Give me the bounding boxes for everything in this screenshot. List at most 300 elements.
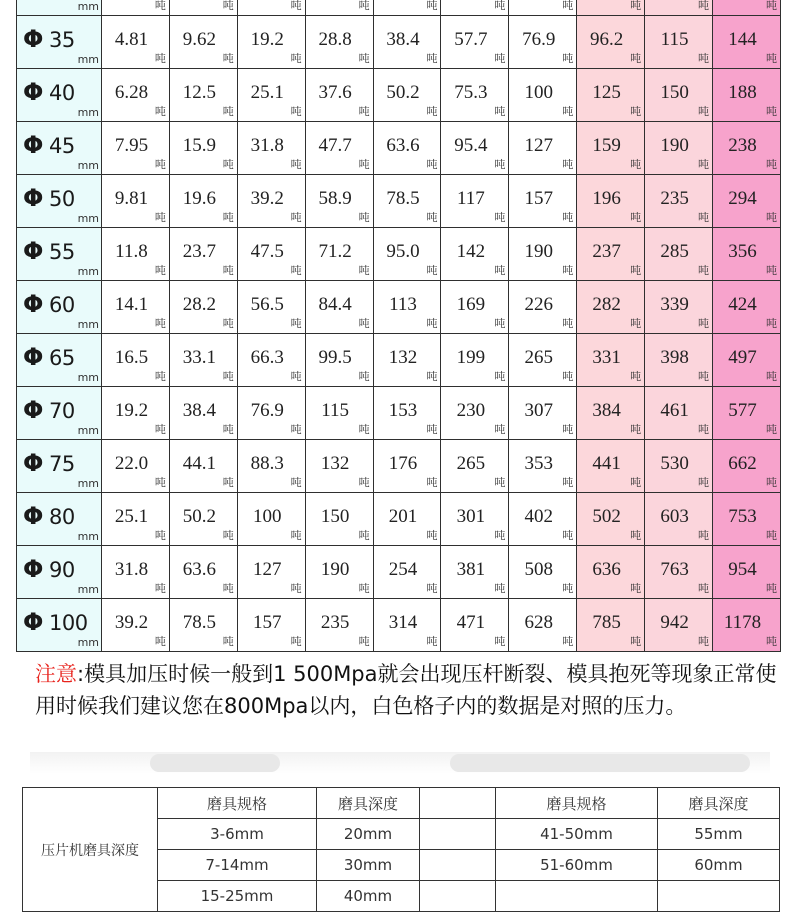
load-value-cell — [373, 334, 441, 387]
value-unit: 吨 — [358, 264, 370, 277]
load-value-cell — [441, 546, 509, 599]
value-unit: 吨 — [562, 423, 574, 436]
load-value: 38.4 — [182, 400, 216, 421]
load-value: 356 — [728, 241, 757, 262]
load-value: 16.5 — [114, 347, 149, 368]
load-value-cell — [102, 440, 170, 493]
load-value-cell — [645, 493, 713, 546]
load-value: 66.3 — [250, 347, 284, 368]
value-unit: 吨 — [630, 370, 642, 383]
value-unit: 吨 — [426, 317, 438, 330]
value-unit: 吨 — [630, 476, 642, 489]
load-value: 662 — [728, 453, 757, 474]
value-unit: 吨 — [358, 529, 370, 542]
value-unit: 吨 — [494, 423, 506, 436]
value-unit: 吨 — [766, 264, 777, 277]
load-value-cell — [645, 387, 713, 440]
load-value: 196 — [592, 188, 621, 209]
depth-cell — [420, 881, 496, 912]
load-value: 7.95 — [114, 135, 149, 156]
value-unit: 吨 — [154, 529, 166, 542]
value-unit: 吨 — [630, 264, 642, 277]
value-unit: 吨 — [358, 0, 370, 12]
load-value: 50.2 — [182, 506, 216, 527]
size-unit: mm — [77, 424, 99, 437]
load-value: 144 — [728, 29, 757, 50]
load-value-cell — [237, 599, 305, 652]
load-value-cell — [169, 122, 237, 175]
load-value: 169 — [456, 294, 486, 315]
value-unit: 吨 — [698, 370, 710, 383]
load-value-cell — [102, 281, 170, 334]
value-unit: 吨 — [698, 264, 710, 277]
value-unit: 吨 — [290, 370, 302, 383]
load-value: 381 — [456, 559, 486, 580]
value-unit: 吨 — [562, 264, 574, 277]
value-unit: 吨 — [562, 476, 574, 489]
value-unit: 吨 — [222, 423, 234, 436]
value-unit: 吨 — [630, 582, 642, 595]
value-unit: 吨 — [290, 529, 302, 542]
load-value-cell — [713, 440, 781, 493]
load-value-cell — [373, 387, 441, 440]
value-unit: 吨 — [630, 105, 642, 118]
load-value-cell — [713, 175, 781, 228]
depth-header: 磨具规格 — [496, 788, 658, 819]
value-unit: 吨 — [698, 158, 710, 171]
load-value-cell — [577, 281, 645, 334]
value-unit: 吨 — [766, 582, 777, 595]
load-value-cell — [169, 16, 237, 69]
value-unit: 吨 — [494, 635, 506, 648]
load-value-cell — [645, 175, 713, 228]
load-value-cell — [441, 493, 509, 546]
load-value-cell — [645, 228, 713, 281]
value-unit: 吨 — [154, 635, 166, 648]
load-value: 39.2 — [114, 612, 149, 633]
load-value: 942 — [660, 612, 689, 633]
value-unit: 吨 — [562, 158, 574, 171]
load-value: 19.2 — [250, 29, 284, 50]
decorative-blob — [150, 754, 280, 772]
load-row — [17, 122, 781, 175]
load-value-cell — [509, 387, 577, 440]
size-value: 100 — [49, 611, 88, 635]
load-value: 115 — [660, 29, 689, 50]
load-value: 238 — [728, 135, 757, 156]
value-unit: 吨 — [630, 423, 642, 436]
load-value: 58.9 — [318, 188, 352, 209]
value-unit: 吨 — [290, 317, 302, 330]
load-value: 314 — [388, 612, 418, 633]
load-value-cell — [237, 228, 305, 281]
depth-cell — [658, 881, 780, 912]
load-value: 190 — [320, 559, 350, 580]
load-value-cell — [102, 546, 170, 599]
value-unit: 吨 — [154, 105, 166, 118]
load-row — [17, 599, 781, 652]
value-unit: 吨 — [494, 582, 506, 595]
depth-cell: 55mm — [658, 819, 780, 850]
load-row — [17, 281, 781, 334]
load-value: 763 — [660, 559, 689, 580]
load-value: 190 — [660, 135, 689, 156]
load-value-cell — [373, 546, 441, 599]
load-value-cell — [713, 599, 781, 652]
load-value: 71.2 — [318, 241, 352, 262]
load-value: 954 — [728, 559, 757, 580]
load-value: 23.7 — [182, 241, 216, 262]
value-unit: 吨 — [766, 158, 777, 171]
load-value: 461 — [660, 400, 689, 421]
load-value: 282 — [592, 294, 621, 315]
value-unit: 吨 — [290, 635, 302, 648]
load-value-cell — [713, 281, 781, 334]
depth-header — [420, 788, 496, 819]
value-unit: 吨 — [426, 423, 438, 436]
diameter-symbol: Φ — [23, 449, 44, 477]
depth-header: 磨具深度 — [658, 788, 780, 819]
load-row — [17, 493, 781, 546]
load-value: 14.1 — [114, 294, 149, 315]
load-value-cell — [713, 228, 781, 281]
size-cell — [17, 599, 102, 652]
size-unit: mm — [77, 583, 99, 596]
load-value: 39.2 — [250, 188, 284, 209]
load-value-cell — [577, 387, 645, 440]
value-unit: 吨 — [698, 211, 710, 224]
load-value-cell — [509, 69, 577, 122]
value-unit: 吨 — [426, 211, 438, 224]
value-unit: 吨 — [426, 476, 438, 489]
value-unit: 吨 — [154, 264, 166, 277]
value-unit: 吨 — [562, 635, 574, 648]
load-value: 142 — [456, 241, 486, 262]
value-unit: 吨 — [222, 317, 234, 330]
load-value-cell — [441, 228, 509, 281]
load-value: 78.5 — [386, 188, 420, 209]
size-unit: mm — [77, 53, 99, 66]
value-unit: 吨 — [494, 476, 506, 489]
load-value-cell — [169, 228, 237, 281]
load-value-cell — [577, 493, 645, 546]
load-value-cell — [577, 228, 645, 281]
load-value: 285 — [660, 241, 689, 262]
load-value: 96.2 — [590, 29, 624, 50]
size-value: 60 — [49, 293, 75, 317]
value-unit: 吨 — [766, 370, 777, 383]
value-unit: 吨 — [290, 423, 302, 436]
value-unit: 吨 — [426, 529, 438, 542]
load-value-cell — [509, 228, 577, 281]
load-value: 84.4 — [318, 294, 352, 315]
load-value: 28.2 — [182, 294, 216, 315]
load-value-cell — [713, 493, 781, 546]
size-value: 45 — [49, 134, 75, 158]
load-value-cell — [373, 281, 441, 334]
load-value: 6.28 — [114, 82, 149, 103]
value-unit: 吨 — [290, 0, 302, 12]
value-unit: 吨 — [766, 635, 777, 648]
load-value-cell — [305, 387, 373, 440]
value-unit: 吨 — [562, 52, 574, 65]
load-value-cell — [305, 122, 373, 175]
load-value: 37.6 — [318, 82, 352, 103]
size-unit: mm — [77, 530, 99, 543]
load-row — [17, 387, 781, 440]
load-value: 628 — [524, 612, 554, 633]
size-unit: mm — [77, 212, 99, 225]
value-unit: 吨 — [290, 158, 302, 171]
size-value: 55 — [49, 240, 75, 264]
load-value-cell — [237, 175, 305, 228]
load-value-cell — [441, 334, 509, 387]
load-value-cell — [577, 440, 645, 493]
load-value: 398 — [660, 347, 689, 368]
depth-cell: 30mm — [317, 850, 420, 881]
value-unit: 吨 — [426, 158, 438, 171]
load-value: 159 — [592, 135, 621, 156]
value-unit: 吨 — [154, 317, 166, 330]
load-value: 31.8 — [114, 559, 149, 580]
load-value: 508 — [524, 559, 554, 580]
load-value-cell — [645, 69, 713, 122]
load-value-cell — [305, 599, 373, 652]
load-value-cell — [102, 493, 170, 546]
load-value: 150 — [320, 506, 350, 527]
load-value-cell — [509, 493, 577, 546]
size-unit: mm — [77, 265, 99, 278]
load-value: 28.8 — [318, 29, 352, 50]
load-value: 4.81 — [114, 29, 149, 50]
load-value: 38.4 — [386, 29, 420, 50]
load-value: 115 — [321, 400, 350, 421]
value-unit: 吨 — [494, 52, 506, 65]
load-value: 1178 — [723, 612, 762, 633]
depth-cell: 60mm — [658, 850, 780, 881]
load-value-cell — [237, 122, 305, 175]
value-unit: 吨 — [766, 317, 777, 330]
load-value: 19.2 — [114, 400, 149, 421]
load-value-cell — [509, 16, 577, 69]
load-value-cell — [509, 440, 577, 493]
load-value: 201 — [388, 506, 418, 527]
load-value-cell — [577, 69, 645, 122]
depth-cell — [420, 819, 496, 850]
value-unit: 吨 — [222, 635, 234, 648]
value-unit: 吨 — [630, 158, 642, 171]
size-cell — [17, 16, 102, 69]
load-value-cell — [441, 387, 509, 440]
load-value-cell — [237, 334, 305, 387]
value-unit: 吨 — [426, 635, 438, 648]
value-unit: 吨 — [154, 211, 166, 224]
value-unit: 吨 — [290, 52, 302, 65]
load-value: 57.7 — [454, 29, 488, 50]
load-value-cell — [305, 334, 373, 387]
value-unit: 吨 — [766, 52, 777, 65]
value-unit: 吨 — [766, 476, 777, 489]
load-value-cell — [305, 493, 373, 546]
value-unit: 吨 — [222, 211, 234, 224]
value-unit: 吨 — [494, 105, 506, 118]
value-unit: 吨 — [766, 0, 777, 12]
load-value: 127 — [524, 135, 554, 156]
diameter-symbol: Φ — [23, 131, 44, 159]
value-unit: 吨 — [630, 317, 642, 330]
value-unit: 吨 — [426, 0, 438, 12]
size-value: 80 — [49, 505, 75, 529]
load-value: 230 — [456, 400, 486, 421]
load-value-cell — [102, 334, 170, 387]
size-value: 50 — [49, 187, 75, 211]
load-value-cell — [645, 599, 713, 652]
value-unit: 吨 — [290, 582, 302, 595]
value-unit: 吨 — [154, 423, 166, 436]
load-value-cell — [713, 16, 781, 69]
load-value: 471 — [456, 612, 486, 633]
load-value-cell — [237, 387, 305, 440]
load-value-cell — [441, 281, 509, 334]
depth-header: 磨具深度 — [317, 788, 420, 819]
load-value: 577 — [728, 400, 757, 421]
load-value: 424 — [728, 294, 757, 315]
load-row — [17, 16, 781, 69]
load-value-cell — [169, 546, 237, 599]
load-value-cell — [645, 16, 713, 69]
load-value-cell — [169, 69, 237, 122]
load-value-cell — [713, 122, 781, 175]
size-cell — [17, 175, 102, 228]
load-value: 95.4 — [454, 135, 488, 156]
value-unit: 吨 — [630, 635, 642, 648]
value-unit: 吨 — [766, 423, 777, 436]
load-value: 11.8 — [115, 241, 148, 262]
value-unit: 吨 — [494, 264, 506, 277]
load-value-cell — [237, 16, 305, 69]
load-value-cell — [509, 122, 577, 175]
size-cell — [17, 334, 102, 387]
value-unit: 吨 — [358, 211, 370, 224]
value-unit: 吨 — [154, 158, 166, 171]
load-value-cell — [373, 493, 441, 546]
value-unit: 吨 — [222, 370, 234, 383]
load-value-cell — [441, 69, 509, 122]
load-value-cell — [713, 387, 781, 440]
value-unit: 吨 — [698, 423, 710, 436]
load-value: 331 — [592, 347, 621, 368]
value-unit: 吨 — [290, 264, 302, 277]
depth-cell: 20mm — [317, 819, 420, 850]
value-unit: 吨 — [222, 0, 234, 12]
value-unit: 吨 — [494, 158, 506, 171]
load-value-cell — [373, 122, 441, 175]
load-value: 150 — [660, 82, 689, 103]
load-value: 636 — [592, 559, 621, 580]
load-value: 22.0 — [114, 453, 149, 474]
value-unit: 吨 — [766, 211, 777, 224]
diameter-symbol: Φ — [23, 396, 44, 424]
value-unit: 吨 — [426, 582, 438, 595]
load-value-cell — [305, 228, 373, 281]
size-value: 70 — [49, 399, 75, 423]
load-value: 603 — [660, 506, 689, 527]
load-value: 265 — [524, 347, 554, 368]
value-unit: 吨 — [630, 52, 642, 65]
size-value: 40 — [49, 81, 75, 105]
load-value-cell — [305, 16, 373, 69]
load-value-cell — [509, 175, 577, 228]
load-value-cell — [577, 175, 645, 228]
depth-row-label: 压片机磨具深度 — [23, 788, 158, 912]
load-value: 157 — [252, 612, 282, 633]
load-value: 153 — [388, 400, 418, 421]
load-value-cell — [237, 546, 305, 599]
value-unit: 吨 — [154, 0, 166, 12]
load-row-partial — [17, 0, 781, 16]
value-unit: 吨 — [494, 0, 506, 12]
decorative-fade-band — [30, 752, 770, 774]
value-unit: 吨 — [494, 529, 506, 542]
load-value: 117 — [457, 188, 485, 209]
value-unit: 吨 — [630, 0, 642, 12]
value-unit: 吨 — [562, 317, 574, 330]
load-value-cell — [577, 546, 645, 599]
size-value: 65 — [49, 346, 75, 370]
load-value: 95.0 — [386, 241, 420, 262]
value-unit: 吨 — [222, 158, 234, 171]
diameter-symbol: Φ — [23, 184, 44, 212]
load-value-cell — [577, 122, 645, 175]
load-value: 497 — [728, 347, 757, 368]
size-value: 90 — [49, 558, 75, 582]
note-label: 注意 — [35, 662, 77, 686]
load-value-cell — [645, 281, 713, 334]
load-value-cell — [169, 493, 237, 546]
load-value: 76.9 — [250, 400, 284, 421]
depth-cell: 15-25mm — [158, 881, 317, 912]
value-unit: 吨 — [358, 317, 370, 330]
load-value-cell — [102, 228, 170, 281]
depth-cell — [420, 850, 496, 881]
size-unit: mm — [77, 0, 99, 13]
load-value-cell — [102, 122, 170, 175]
value-unit: 吨 — [154, 52, 166, 65]
load-value: 31.8 — [250, 135, 284, 156]
load-value: 441 — [592, 453, 621, 474]
size-cell — [17, 122, 102, 175]
load-value-cell — [713, 69, 781, 122]
load-value-cell — [441, 175, 509, 228]
load-value-cell — [509, 334, 577, 387]
value-unit: 吨 — [698, 476, 710, 489]
load-value-cell — [305, 546, 373, 599]
load-value: 127 — [252, 559, 282, 580]
size-unit: mm — [77, 371, 99, 384]
load-row — [17, 546, 781, 599]
load-value: 63.6 — [182, 559, 216, 580]
depth-cell: 3-6mm — [158, 819, 317, 850]
load-value-cell — [169, 175, 237, 228]
load-value-cell — [373, 16, 441, 69]
value-unit: 吨 — [222, 529, 234, 542]
value-unit: 吨 — [222, 52, 234, 65]
load-value-cell — [441, 599, 509, 652]
diameter-symbol: Φ — [23, 78, 44, 106]
load-value-cell — [169, 387, 237, 440]
load-value: 199 — [456, 347, 486, 368]
load-value: 307 — [524, 400, 554, 421]
